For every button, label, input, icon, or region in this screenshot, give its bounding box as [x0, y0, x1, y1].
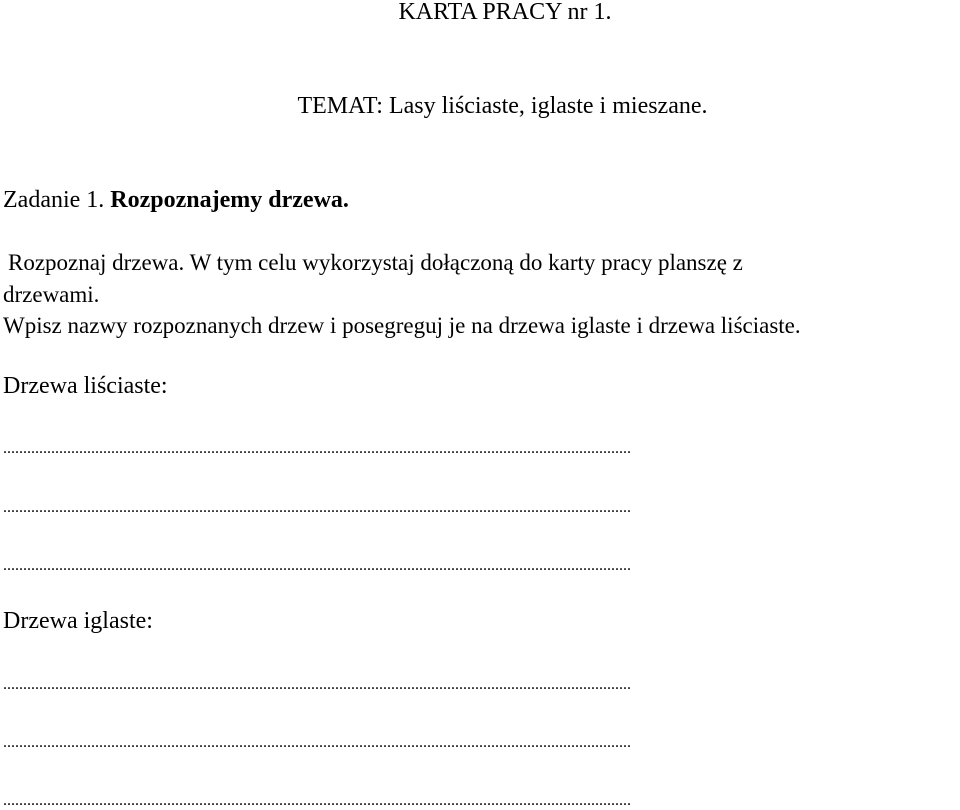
coniferous-answer-line-2[interactable]: .............................................................................................................................................................: [3, 734, 631, 751]
deciduous-answer-line-3[interactable]: .............................................................................................................................................................: [3, 557, 631, 574]
instruction-line-3: Wpisz nazwy rozpoznanych drzew i posegreguj je na drzewa iglaste i drzewa liściaste.: [3, 313, 801, 338]
coniferous-trees-label: Drzewa iglaste:: [3, 608, 153, 634]
task-name: Rozpoznajemy drzewa.: [110, 187, 349, 213]
deciduous-trees-label: Drzewa liściaste:: [3, 373, 168, 399]
topic-heading: TEMAT: Lasy liściaste, iglaste i mieszane.: [297, 93, 708, 119]
deciduous-answer-line-1[interactable]: .............................................................................................................................................................: [3, 440, 631, 457]
deciduous-answer-line-2[interactable]: .............................................................................................................................................................: [3, 499, 631, 516]
task-heading: [3, 186, 349, 214]
coniferous-answer-line-1[interactable]: .............................................................................................................................................................: [3, 676, 631, 693]
task-number: Zadanie 1.: [3, 187, 105, 213]
instruction-line-1: Rozpoznaj drzewa. W tym celu wykorzystaj dołączoną do karty pracy planszę z: [8, 250, 743, 275]
worksheet-title: KARTA PRACY nr 1.: [398, 0, 612, 25]
coniferous-answer-line-3[interactable]: .............................................................................................................................................................: [3, 792, 631, 809]
instruction-line-2: drzewami.: [3, 282, 100, 307]
